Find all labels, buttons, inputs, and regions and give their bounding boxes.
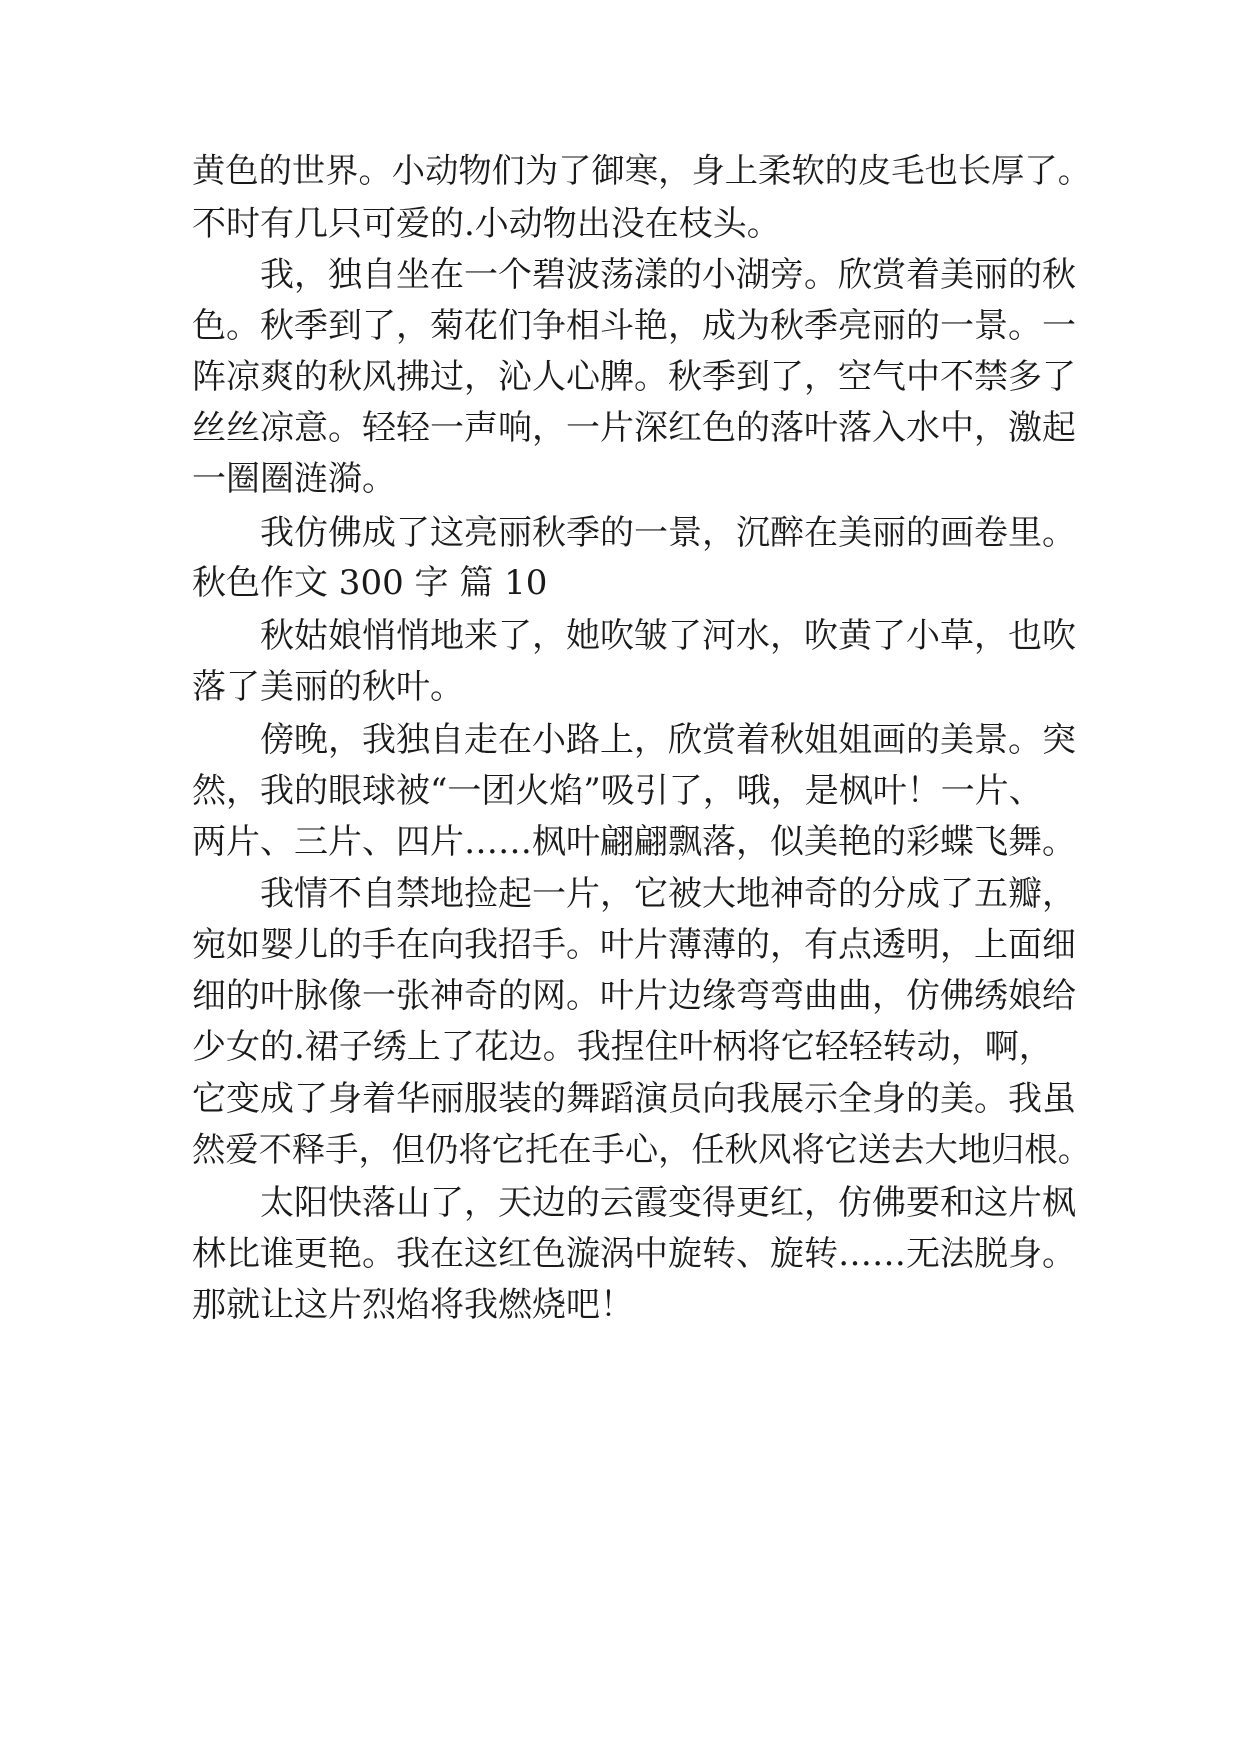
text-line: 细的叶脉像一张神奇的网。叶片边缘弯弯曲曲，仿佛绣娘给 <box>192 976 1076 1016</box>
paragraph-start-line: 我，独自坐在一个碧波荡漾的小湖旁。欣赏着美丽的秋 <box>260 255 1076 295</box>
text-line: 阵凉爽的秋风拂过，沁人心脾。秋季到了，空气中不禁多了 <box>192 357 1076 397</box>
section-heading: 秋色作文 300 字 篇 10 <box>192 563 548 603</box>
text-line: 黄色的世界。小动物们为了御寒，身上柔软的皮毛也长厚了。 <box>192 151 1092 190</box>
paragraph-start-line: 太阳快落山了，天边的云霞变得更红，仿佛要和这片枫 <box>260 1183 1076 1223</box>
text-line: 丝丝凉意。轻轻一声响，一片深红色的落叶落入水中，激起 <box>192 408 1076 448</box>
text-line: 林比谁更艳。我在这红色漩涡中旋转、旋转……无法脱身。 <box>192 1234 1076 1274</box>
paragraph-start-line: 秋姑娘悄悄地来了，她吹皱了河水，吹黄了小草，也吹 <box>260 616 1076 656</box>
paragraph-start-line: 我仿佛成了这亮丽秋季的一景，沉醉在美丽的画卷里。 <box>260 513 1076 553</box>
text-line: 两片、三片、四片……枫叶翩翩飘落，似美艳的彩蝶飞舞。 <box>192 822 1076 862</box>
text-line: 不时有几只可爱的.小动物出没在枝头。 <box>192 204 781 244</box>
text-line: 然，我的眼球被“一团火焰”吸引了，哦，是枫叶！一片、 <box>192 771 1043 811</box>
text-line: 然爱不释手，但仍将它托在手心，任秋风将它送去大地归根。 <box>192 1130 1092 1169</box>
paragraph-start-line: 我情不自禁地捡起一片，它被大地神奇的分成了五瓣， <box>260 874 1076 914</box>
text-line: 宛如婴儿的手在向我招手。叶片薄薄的，有点透明，上面细 <box>192 925 1076 965</box>
text-line: 落了美丽的秋叶。 <box>192 667 464 707</box>
text-line: 它变成了身着华丽服装的舞蹈演员向我展示全身的美。我虽 <box>192 1079 1076 1119</box>
text-line: 少女的.裙子绣上了花边。我捏住叶柄将它轻轻转动，啊， <box>192 1027 1053 1067</box>
paragraph-start-line: 傍晚，我独自走在小路上，欣赏着秋姐姐画的美景。突 <box>260 720 1076 760</box>
text-line: 那就让这片烈焰将我燃烧吧！ <box>192 1285 634 1325</box>
text-line: 色。秋季到了，菊花们争相斗艳，成为秋季亮丽的一景。一 <box>192 306 1076 346</box>
text-line: 一圈圈涟漪。 <box>192 459 396 499</box>
